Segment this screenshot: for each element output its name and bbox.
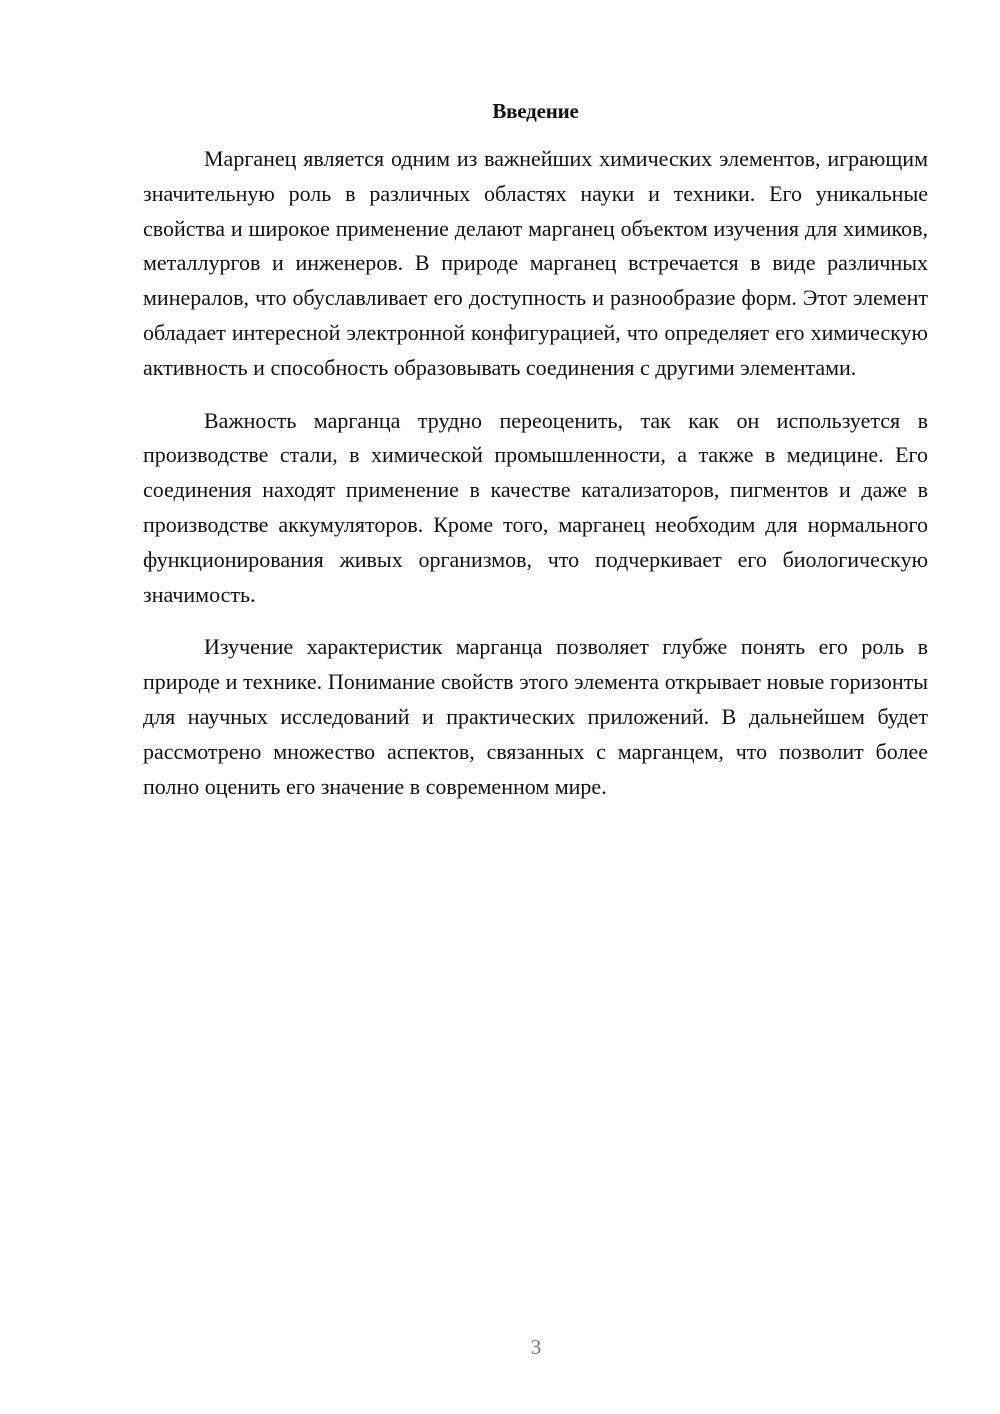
page-content xyxy=(143,94,928,822)
page-title: Введение xyxy=(492,99,579,123)
paragraph-2: Важность марганца трудно переоценить, так как он используется в производстве стали, в химической промышленности, а также в медицине. Его соединения находят применение в качестве катализаторов, пигментов и даже в производстве аккумуляторов. Кроме того, марганец необходим для нормального функционирования живых организмов, что подчеркивает его биологическую значимость. xyxy=(143,407,928,607)
page-number: 3 xyxy=(530,1335,542,1359)
paragraph-3: Изучение характеристик марганца позволяет глубже понять его роль в природе и технике. Понимание свойств этого элемента открывает новые горизонты для научных исследований и практических приложений. В дальнейшем будет рассмотрено множество аспектов, связанных с марганцем, что позволит более полно оценить его значение в современном мире. xyxy=(143,634,928,799)
paragraph-1: Марганец является одним из важнейших химических элементов, играющим значительную роль в различных областях науки и техники. Его уникальные свойства и широкое применение делают марганец объектом изучения для химиков, металлургов и инженеров. В природе марганец встречается в виде различных минералов, что обуславливает его доступность и разнообразие форм. Этот элемент обладает интересной электронной конфигурацией, что определяет его химическую активность и способность образовывать соединения с другими элементами. xyxy=(143,146,928,380)
